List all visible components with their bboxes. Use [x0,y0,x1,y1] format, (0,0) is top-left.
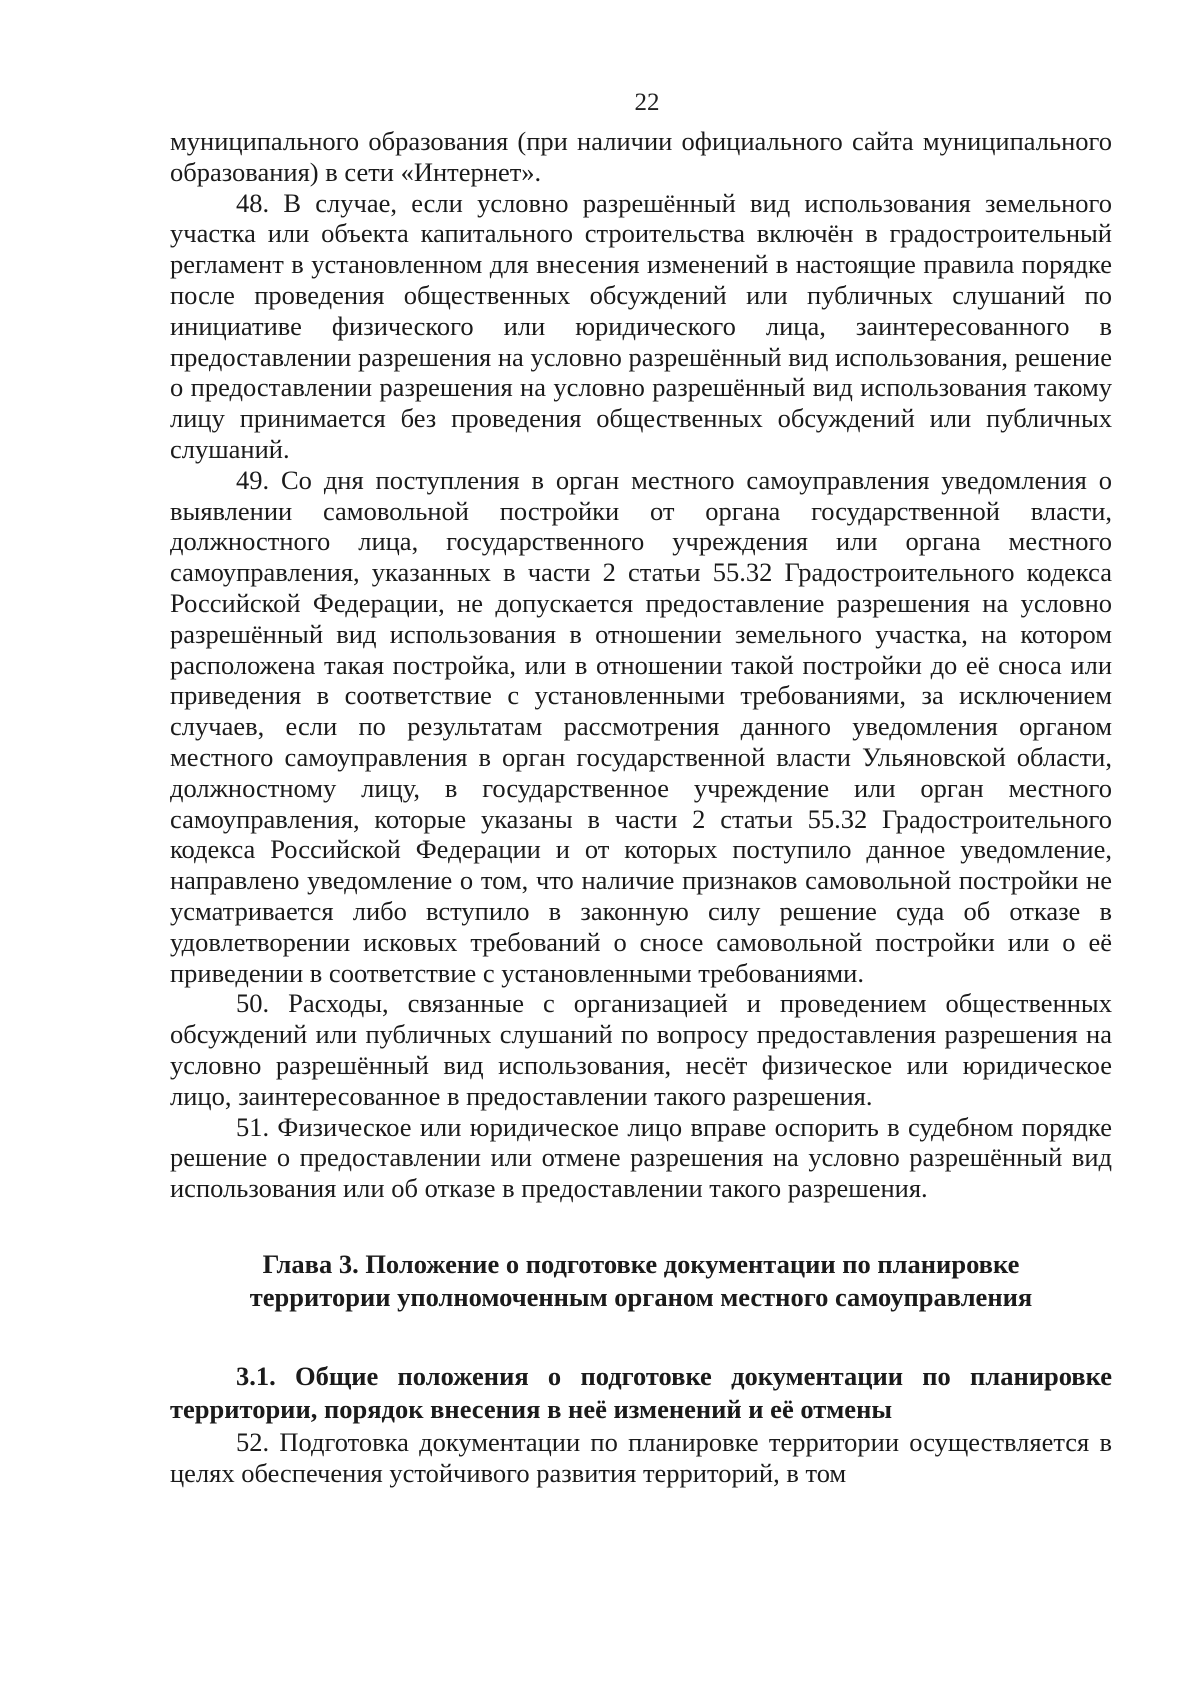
paragraph-50: 50. Расходы, связанные с организацией и проведением общественных обсуждений или публичных слушаний по вопросу предоставления разрешения на условно разрешённый вид использования, несёт физическое или юридическое лицо, заинтересованное в предоставлении такого разрешения. [170,988,1112,1111]
chapter-heading [170,1248,1112,1314]
paragraph-49: 49. Со дня поступления в орган местного самоуправления уведомления о выявлении самовольной постройки от органа государственной власти, должностного лица, государственного учреждения или органа местного самоуправления, указанных в части 2 статьи 55.32 Градостроительного кодекса Российской Федерации, не допускается предоставление разрешения на условно разрешённый вид использования в отношении земельного участка, на котором расположена такая постройка, или в отношении такой постройки до её сноса или приведения в соответствие с установленными требованиями, за исключением случаев, если по результатам рассмотрения данного уведомления органом местного самоуправления в орган государственной власти Ульяновской области, должностному лицу, в государственное учреждение или орган местного самоуправления, которые указаны в части 2 статьи 55.32 Градостроительного кодекса Российской Федерации и от которых поступило данное уведомление, направлено уведомление о том, что наличие признаков самовольной постройки не усматривается либо вступило в законную силу решение суда об отказе в удовлетворении исковых требований о сносе самовольной постройки или о её приведении в соответствие с установленными требованиями. [170,464,1112,988]
paragraph-48: 48. В случае, если условно разрешённый вид использования земельного участка или объекта капитального строительства включён в градостроительный регламент в установленном для внесения изменений в настоящие правила порядке после проведения общественных обсуждений или публичных слушаний по инициативе физического или юридического лица, заинтересованного в предоставлении разрешения на условно разрешённый вид использования, решение о предоставлении разрешения на условно разрешённый вид использования такому лицу принимается без проведения общественных обсуждений или публичных слушаний. [170,187,1112,464]
chapter-heading-line-1: Глава 3. Положение о подготовке документации по планировке [262,1248,1020,1279]
document-page [170,88,1112,1488]
section-heading: 3.1. Общие положения о подготовке документации по планировке территории, порядок внесения в неё изменений и её отмены [170,1360,1112,1424]
paragraph-51: 51. Физическое или юридическое лицо вправе оспорить в судебном порядке решение о предоставлении или отмене разрешения на условно разрешённый вид использования или об отказе в предоставлении такого разрешения. [170,1111,1112,1204]
page-number: 22 [634,89,660,116]
chapter-heading-line-2: территории уполномоченным органом местного самоуправления [249,1281,1033,1312]
paragraph-continuation: муниципального образования (при наличии официального сайта муниципального образования) в сети «Интернет». [170,126,1112,187]
paragraph-52: 52. Подготовка документации по планировке территории осуществляется в целях обеспечения устойчивого развития территорий, в том [170,1426,1112,1488]
